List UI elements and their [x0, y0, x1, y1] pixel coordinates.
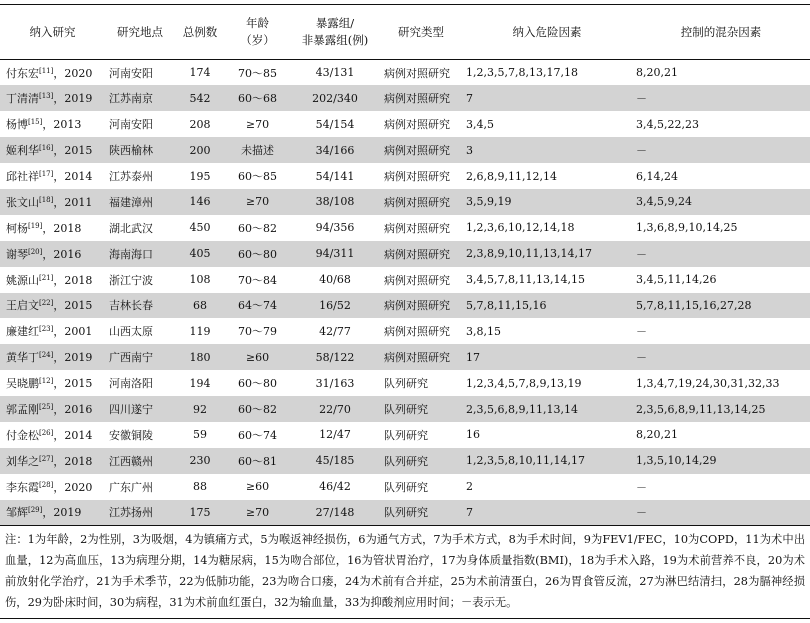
cell-exposure: 54/154 [315, 117, 355, 131]
study-reference: [21] [39, 273, 54, 282]
cell-risk-factors: 1,2,3,4,5,7,8,9,13,19 [466, 376, 582, 390]
study-year: ，2016 [53, 403, 93, 417]
table-row [0, 396, 810, 422]
cell-exposure: 54/141 [315, 169, 355, 183]
cell-confounders: 8,20,21 [636, 66, 678, 80]
study-reference: [22] [39, 299, 54, 308]
cell-exposure: 45/185 [290, 448, 380, 474]
header-exposure-line2: 非暴露组(例) [301, 33, 369, 47]
cell-confounders: 3,4,5,11,14,26 [636, 273, 717, 287]
cell-risk-factors: 3,8,15 [466, 324, 501, 338]
header-exposure-line1: 暴露组/ [315, 16, 355, 30]
table-row [0, 500, 810, 526]
cell-risk-factors: 1,2,3,5,7,8,13,17,18 [466, 66, 578, 80]
study-year: ，2020 [53, 66, 93, 80]
cell-total: 108 [189, 273, 211, 287]
cell-age: ≥70 [225, 500, 290, 526]
table-row [0, 241, 810, 267]
table-row [0, 318, 810, 344]
table-row [0, 474, 810, 500]
cell-confounders: 3,4,5,22,23 [636, 117, 699, 131]
cell-location: 江苏南京 [105, 85, 175, 111]
cell-exposure: 31/163 [315, 376, 355, 390]
study-year: ，2020 [53, 480, 93, 494]
cell-total: 450 [189, 221, 211, 235]
study-year: ，2015 [53, 299, 93, 313]
study-author: 杨博 [6, 118, 28, 132]
study-author: 郭孟刚 [6, 403, 39, 417]
cell-age: 60～85 [238, 170, 277, 183]
cell-risk-factors: 2,6,8,9,11,12,14 [466, 169, 557, 183]
study-author: 刘华之 [6, 454, 39, 468]
study-reference: [29] [28, 506, 43, 515]
study-year: ，2015 [53, 377, 93, 391]
cell-confounders: － [632, 344, 810, 370]
cell-exposure: 42/77 [319, 324, 351, 338]
cell-location: 福建漳州 [105, 189, 175, 215]
cell-location: 陕西榆林 [105, 137, 175, 163]
cell-confounders: 1,3,4,7,19,24,30,31,32,33 [636, 376, 780, 390]
header-study: 纳入研究 [29, 24, 76, 39]
study-reference: [13] [39, 92, 54, 101]
cell-age: ≥60 [245, 480, 270, 494]
cell-study [0, 500, 105, 526]
table-row [0, 189, 810, 215]
cell-study [0, 241, 105, 267]
header-total: 总例数 [182, 24, 218, 39]
study-year: ，2018 [42, 221, 82, 235]
study-reference: [17] [39, 170, 54, 178]
cell-total: 88 [193, 480, 207, 494]
cell-type: 病例对照研究 [380, 344, 462, 370]
table-row [0, 448, 810, 474]
header-age-line1: 年龄 [246, 16, 269, 30]
cell-age: ≥70 [245, 117, 270, 131]
cell-exposure: 27/148 [290, 500, 380, 526]
study-year: ，2015 [53, 144, 93, 158]
study-author: 谢琴 [6, 247, 28, 261]
cell-location: 江苏泰州 [109, 170, 153, 183]
study-reference: [20] [28, 247, 43, 256]
cell-total: 195 [189, 169, 211, 183]
cell-location: 海南海口 [105, 241, 175, 267]
cell-exposure: 94/311 [290, 241, 380, 267]
cell-type: 病例对照研究 [384, 325, 450, 339]
study-reference: [12] [39, 377, 54, 386]
table-row [0, 137, 810, 163]
cell-confounders: 8,20,21 [636, 428, 678, 442]
cell-confounders: 3,4,5,9,24 [632, 189, 810, 215]
header-type: 研究类型 [398, 24, 444, 39]
study-reference: [18] [39, 195, 54, 204]
cell-risk-factors: 5,7,8,11,15,16 [462, 293, 632, 319]
cell-risk-factors: 3,4,5 [466, 117, 494, 131]
cell-age: ≥60 [225, 344, 290, 370]
cell-location: 山西太原 [109, 325, 153, 339]
cell-study [0, 111, 105, 137]
study-reference: [25] [39, 403, 54, 412]
study-author: 邱社祥 [6, 170, 39, 183]
cell-total: 208 [189, 117, 211, 131]
cell-study [0, 422, 105, 448]
cell-exposure: 16/52 [290, 293, 380, 319]
cell-location: 四川遂宁 [105, 396, 175, 422]
header-location: 研究地点 [117, 24, 163, 39]
cell-exposure: 46/42 [319, 480, 351, 494]
cell-type: 病例对照研究 [380, 241, 462, 267]
study-year: ，2011 [53, 195, 93, 209]
study-author: 丁清清 [6, 92, 39, 106]
cell-exposure: 94/356 [315, 221, 355, 235]
cell-total: 59 [193, 428, 207, 442]
cell-risk-factors: 2,3,5,6,8,9,11,13,14 [462, 396, 632, 422]
study-reference: [19] [28, 221, 43, 230]
cell-age: 60～68 [225, 85, 290, 111]
study-author: 吴晓鹏 [6, 377, 39, 391]
cell-study [0, 318, 105, 344]
cell-total: 174 [189, 66, 211, 80]
table-row [0, 163, 810, 189]
header-risk: 纳入危险因素 [512, 24, 582, 39]
table-row [0, 370, 810, 396]
cell-confounders: 2,3,5,6,8,9,11,13,14,25 [632, 396, 810, 422]
cell-type: 病例对照研究 [380, 85, 462, 111]
table-row [0, 60, 810, 86]
study-author: 邹辉 [6, 506, 28, 520]
cell-exposure: 43/131 [315, 66, 355, 80]
cell-study [0, 163, 105, 189]
study-author: 付金松 [6, 428, 39, 442]
cell-location: 河南安阳 [109, 118, 153, 132]
bottom-rule [0, 618, 810, 619]
table-body [0, 60, 810, 526]
cell-age: 70～85 [238, 66, 277, 80]
cell-type: 病例对照研究 [384, 273, 450, 287]
study-reference: [26] [39, 428, 54, 437]
table-row [0, 85, 810, 111]
cell-confounders: － [632, 137, 810, 163]
cell-type: 队列研究 [384, 377, 428, 391]
study-author: 黄华丁 [6, 351, 39, 365]
cell-location: 湖北武汉 [109, 221, 153, 235]
study-reference: [28] [39, 480, 54, 489]
cell-location: 河南安阳 [109, 66, 153, 80]
cell-confounders: 5,7,8,11,15,16,27,28 [632, 293, 810, 319]
cell-age: 64～74 [225, 293, 290, 319]
cell-total: 175 [175, 500, 225, 526]
cell-age: 60～80 [238, 377, 277, 391]
cell-type: 队列研究 [384, 480, 428, 494]
cell-study [0, 396, 105, 422]
cell-confounders: － [636, 480, 647, 494]
cell-type: 病例对照研究 [380, 189, 462, 215]
cell-age: 60～80 [225, 241, 290, 267]
cell-age: 60～82 [225, 396, 290, 422]
cell-study [0, 85, 105, 111]
header-confound: 控制的混杂因素 [680, 24, 762, 39]
study-year: ，2019 [53, 92, 93, 106]
study-author: 姚源山 [6, 273, 39, 287]
cell-risk-factors: 7 [462, 500, 632, 526]
study-reference: [27] [39, 454, 54, 463]
study-reference: [15] [28, 118, 43, 127]
table-footnote: 注：1为年龄，2为性别，3为吸烟，4为镇痛方式，5为喉返神经损伤，6为通气方式，7为手术方式，8为手术时间，9为FEV1/FEC，10为COPD，11为术中出血量，12为高血压，13为病理分期，14为糖尿病，15为吻合部位，16为管状胃治疗，17为身体质量指数(BMI)，18为手术入路，19为术前营养不良，20为术前放射化学治疗，21为手术季节，22为低肺功能，23为吻合口瘘，24为术前有合并症，25为术前清蛋白，26为胃食管反流，27为淋巴结清扫，28为膈神经损伤，29为卧床时间，30为病程，31为术前血红蛋白，32为输血量，33为抑酸剂应用时间；－表示无。 [5, 533, 805, 609]
cell-study [0, 448, 105, 474]
table-row [0, 293, 810, 319]
cell-study [0, 344, 105, 370]
study-reference: [16] [39, 144, 54, 153]
table-row [0, 215, 810, 241]
header-age [225, 5, 290, 60]
header-exposure [290, 5, 380, 60]
cell-age: 未描述 [225, 137, 290, 163]
cell-location: 江西赣州 [105, 448, 175, 474]
cell-age: 70～84 [238, 273, 277, 287]
cell-location: 吉林长春 [105, 293, 175, 319]
cell-study [0, 293, 105, 319]
cell-location: 江苏扬州 [105, 500, 175, 526]
cell-type: 病例对照研究 [384, 118, 450, 132]
cell-exposure: 58/122 [290, 344, 380, 370]
cell-location: 河南洛阳 [109, 377, 153, 391]
cell-risk-factors: 1,2,3,5,8,10,11,14,17 [462, 448, 632, 474]
cell-type: 病例对照研究 [384, 170, 450, 183]
study-year: ，2018 [53, 454, 93, 468]
cell-total: 542 [175, 85, 225, 111]
cell-confounders: 1,3,5,10,14,29 [632, 448, 810, 474]
cell-type: 病例对照研究 [384, 221, 450, 235]
cell-study [0, 370, 105, 396]
cell-type: 病例对照研究 [380, 137, 462, 163]
table-row [0, 422, 810, 448]
study-year: ，2019 [53, 351, 93, 365]
study-author: 李东霞 [6, 480, 39, 494]
study-author: 姬利华 [6, 144, 39, 158]
cell-risk-factors: 2 [466, 480, 473, 494]
study-year: ，2014 [53, 428, 93, 442]
cell-total: 200 [175, 137, 225, 163]
cell-exposure: 202/340 [290, 85, 380, 111]
table-row [0, 267, 810, 293]
cell-location: 安徽铜陵 [109, 428, 153, 442]
cell-study [0, 474, 105, 500]
study-author: 付东宏 [6, 66, 39, 80]
study-year: ，2013 [42, 118, 82, 132]
cell-confounders: － [632, 241, 810, 267]
cell-type: 队列研究 [380, 448, 462, 474]
cell-risk-factors: 3 [462, 137, 632, 163]
cell-age: 60～82 [238, 221, 277, 235]
cell-type: 队列研究 [380, 500, 462, 526]
cell-exposure: 38/108 [290, 189, 380, 215]
cell-exposure: 34/166 [290, 137, 380, 163]
study-year: ，2014 [53, 170, 93, 183]
cell-study [0, 267, 105, 293]
cell-risk-factors: 3,4,5,7,8,11,13,14,15 [466, 273, 585, 287]
cell-risk-factors: 16 [466, 428, 480, 442]
cell-risk-factors: 17 [462, 344, 632, 370]
cell-location: 广东广州 [109, 480, 153, 494]
study-year: ，2018 [53, 273, 93, 287]
cell-exposure: 40/68 [319, 273, 351, 287]
cell-exposure: 12/47 [319, 428, 351, 442]
cell-total: 68 [175, 293, 225, 319]
cell-exposure: 22/70 [290, 396, 380, 422]
cell-age: 70～79 [238, 325, 277, 339]
cell-study [0, 137, 105, 163]
cell-confounders: － [632, 500, 810, 526]
cell-confounders: 6,14,24 [636, 169, 678, 183]
cell-type: 病例对照研究 [384, 66, 450, 80]
cell-total: 119 [189, 324, 211, 338]
cell-location: 广西南宁 [105, 344, 175, 370]
cell-risk-factors: 7 [462, 85, 632, 111]
cell-study [0, 189, 105, 215]
cell-type: 队列研究 [384, 428, 428, 442]
study-year: ，2001 [53, 325, 93, 339]
cell-total: 92 [175, 396, 225, 422]
cell-total: 405 [175, 241, 225, 267]
study-reference: [23] [39, 325, 54, 334]
study-author: 王启文 [6, 299, 39, 313]
cell-risk-factors: 2,3,8,9,10,11,13,14,17 [462, 241, 632, 267]
table-header-row [0, 5, 810, 60]
study-author: 廉建红 [6, 325, 39, 339]
cell-risk-factors: 3,5,9,19 [462, 189, 632, 215]
study-year: ，2019 [42, 506, 82, 520]
study-author: 张文山 [6, 195, 39, 209]
cell-age: 60～74 [238, 428, 277, 442]
cell-confounders: 1,3,6,8,9,10,14,25 [636, 221, 738, 235]
cell-total: 180 [175, 344, 225, 370]
cell-location: 浙江宁波 [109, 273, 153, 287]
table-row [0, 344, 810, 370]
study-reference: [11] [39, 66, 54, 75]
cell-confounders: － [632, 85, 810, 111]
cell-study [0, 215, 105, 241]
cell-confounders: － [636, 325, 647, 339]
cell-age: 60～81 [225, 448, 290, 474]
table-row [0, 111, 810, 137]
header-age-line2: （岁） [240, 33, 275, 47]
study-reference: [24] [39, 351, 54, 360]
cell-age: ≥70 [225, 189, 290, 215]
cell-type: 病例对照研究 [380, 293, 462, 319]
cell-study [0, 60, 105, 86]
studies-table [0, 4, 810, 526]
cell-risk-factors: 1,2,3,6,10,12,14,18 [466, 221, 575, 235]
cell-type: 队列研究 [380, 396, 462, 422]
cell-total: 194 [189, 376, 211, 390]
study-year: ，2016 [42, 247, 82, 261]
cell-total: 146 [175, 189, 225, 215]
cell-total: 230 [175, 448, 225, 474]
study-author: 柯杨 [6, 221, 28, 235]
